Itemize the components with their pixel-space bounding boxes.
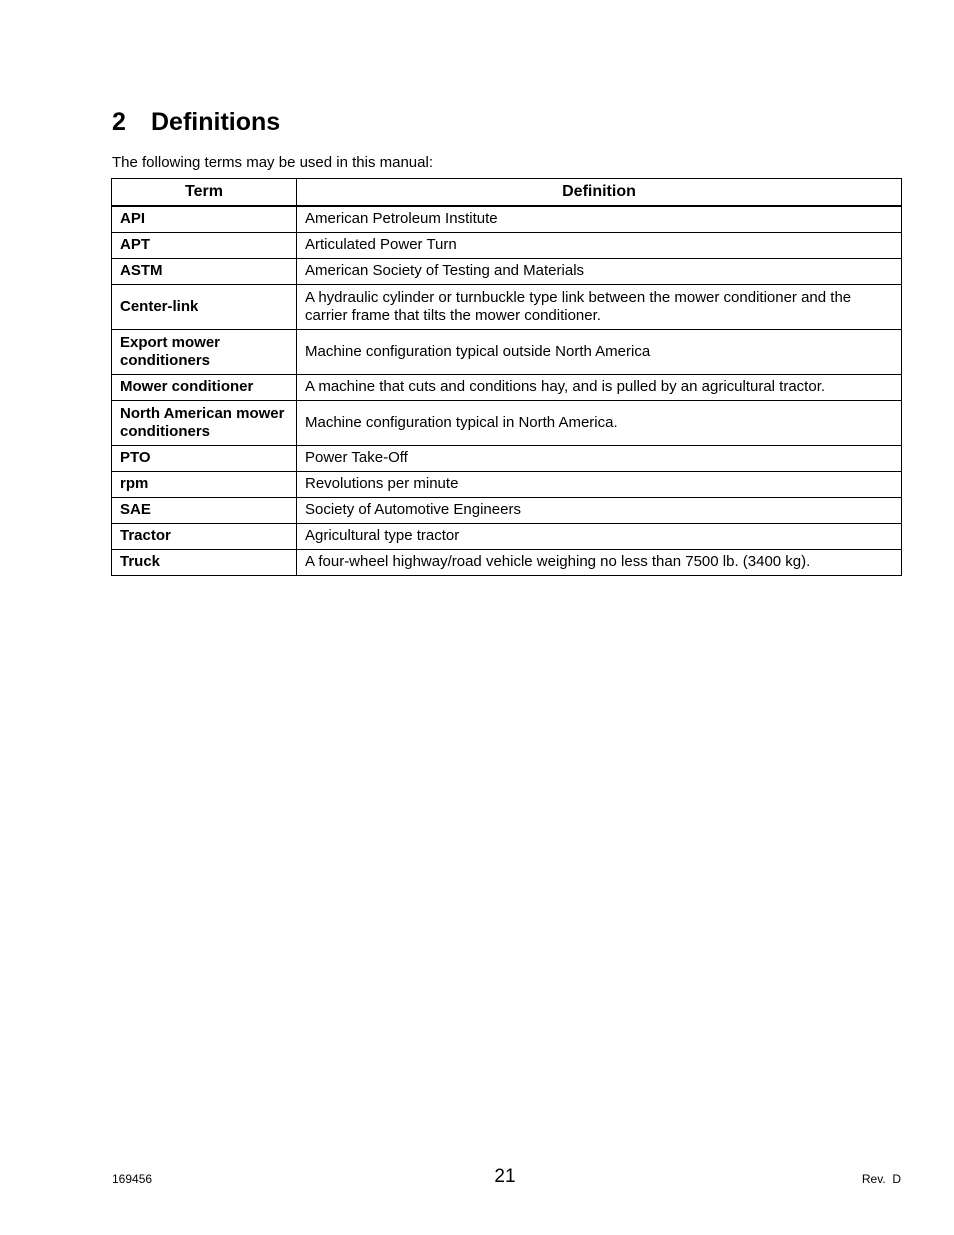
table-row: [112, 472, 902, 498]
term-cell: Export mower conditioners: [112, 330, 297, 375]
table-row: [112, 401, 902, 446]
term-cell: SAE: [112, 498, 297, 524]
footer-revision: Rev. D: [861, 1172, 901, 1186]
definition-cell: A hydraulic cylinder or turnbuckle type link between the mower conditioner and the carrier frame that tilts the mower conditioner.: [297, 285, 902, 330]
term-cell: Tractor: [112, 524, 297, 550]
definition-cell: Society of Automotive Engineers: [297, 498, 902, 524]
footer-page-number: 21: [494, 1166, 516, 1187]
term-cell: PTO: [112, 446, 297, 472]
table-header-row: [112, 179, 902, 207]
table-row: [112, 233, 902, 259]
definition-cell: Power Take-Off: [297, 446, 902, 472]
table-row: [112, 524, 902, 550]
definition-cell: Revolutions per minute: [297, 472, 902, 498]
definition-cell: American Petroleum Institute: [297, 206, 902, 233]
term-cell: Mower conditioner: [112, 375, 297, 401]
definition-cell: A machine that cuts and conditions hay, and is pulled by an agricultural tractor.: [297, 375, 902, 401]
definition-cell: Machine configuration typical in North America.: [297, 401, 902, 446]
definition-cell: American Society of Testing and Materials: [297, 259, 902, 285]
table-row: [112, 206, 902, 233]
table-row: [112, 550, 902, 576]
definition-cell: Machine configuration typical outside North America: [297, 330, 902, 375]
table-row: [112, 285, 902, 330]
term-cell: API: [112, 206, 297, 233]
term-cell: North American mower conditioners: [112, 401, 297, 446]
intro-text: The following terms may be used in this manual:: [112, 154, 433, 171]
table-row: [112, 446, 902, 472]
definition-cell: Agricultural type tractor: [297, 524, 902, 550]
footer-document-number: 169456: [112, 1172, 153, 1186]
definition-cell: Articulated Power Turn: [297, 233, 902, 259]
table-row: [112, 498, 902, 524]
definition-cell: A four-wheel highway/road vehicle weighing no less than 7500 lb. (3400 kg).: [297, 550, 902, 576]
term-cell: Truck: [112, 550, 297, 576]
section-title: Definitions: [151, 108, 281, 136]
term-cell: ASTM: [112, 259, 297, 285]
definitions-table: [111, 178, 902, 576]
table-row: [112, 330, 902, 375]
term-cell: APT: [112, 233, 297, 259]
section-heading: [112, 106, 280, 138]
term-cell: Center-link: [112, 285, 297, 330]
term-cell: rpm: [112, 472, 297, 498]
table-row: [112, 375, 902, 401]
header-definition: Definition: [297, 179, 902, 207]
table-row: [112, 259, 902, 285]
header-term: Term: [112, 179, 297, 207]
section-number: 2: [112, 108, 126, 136]
